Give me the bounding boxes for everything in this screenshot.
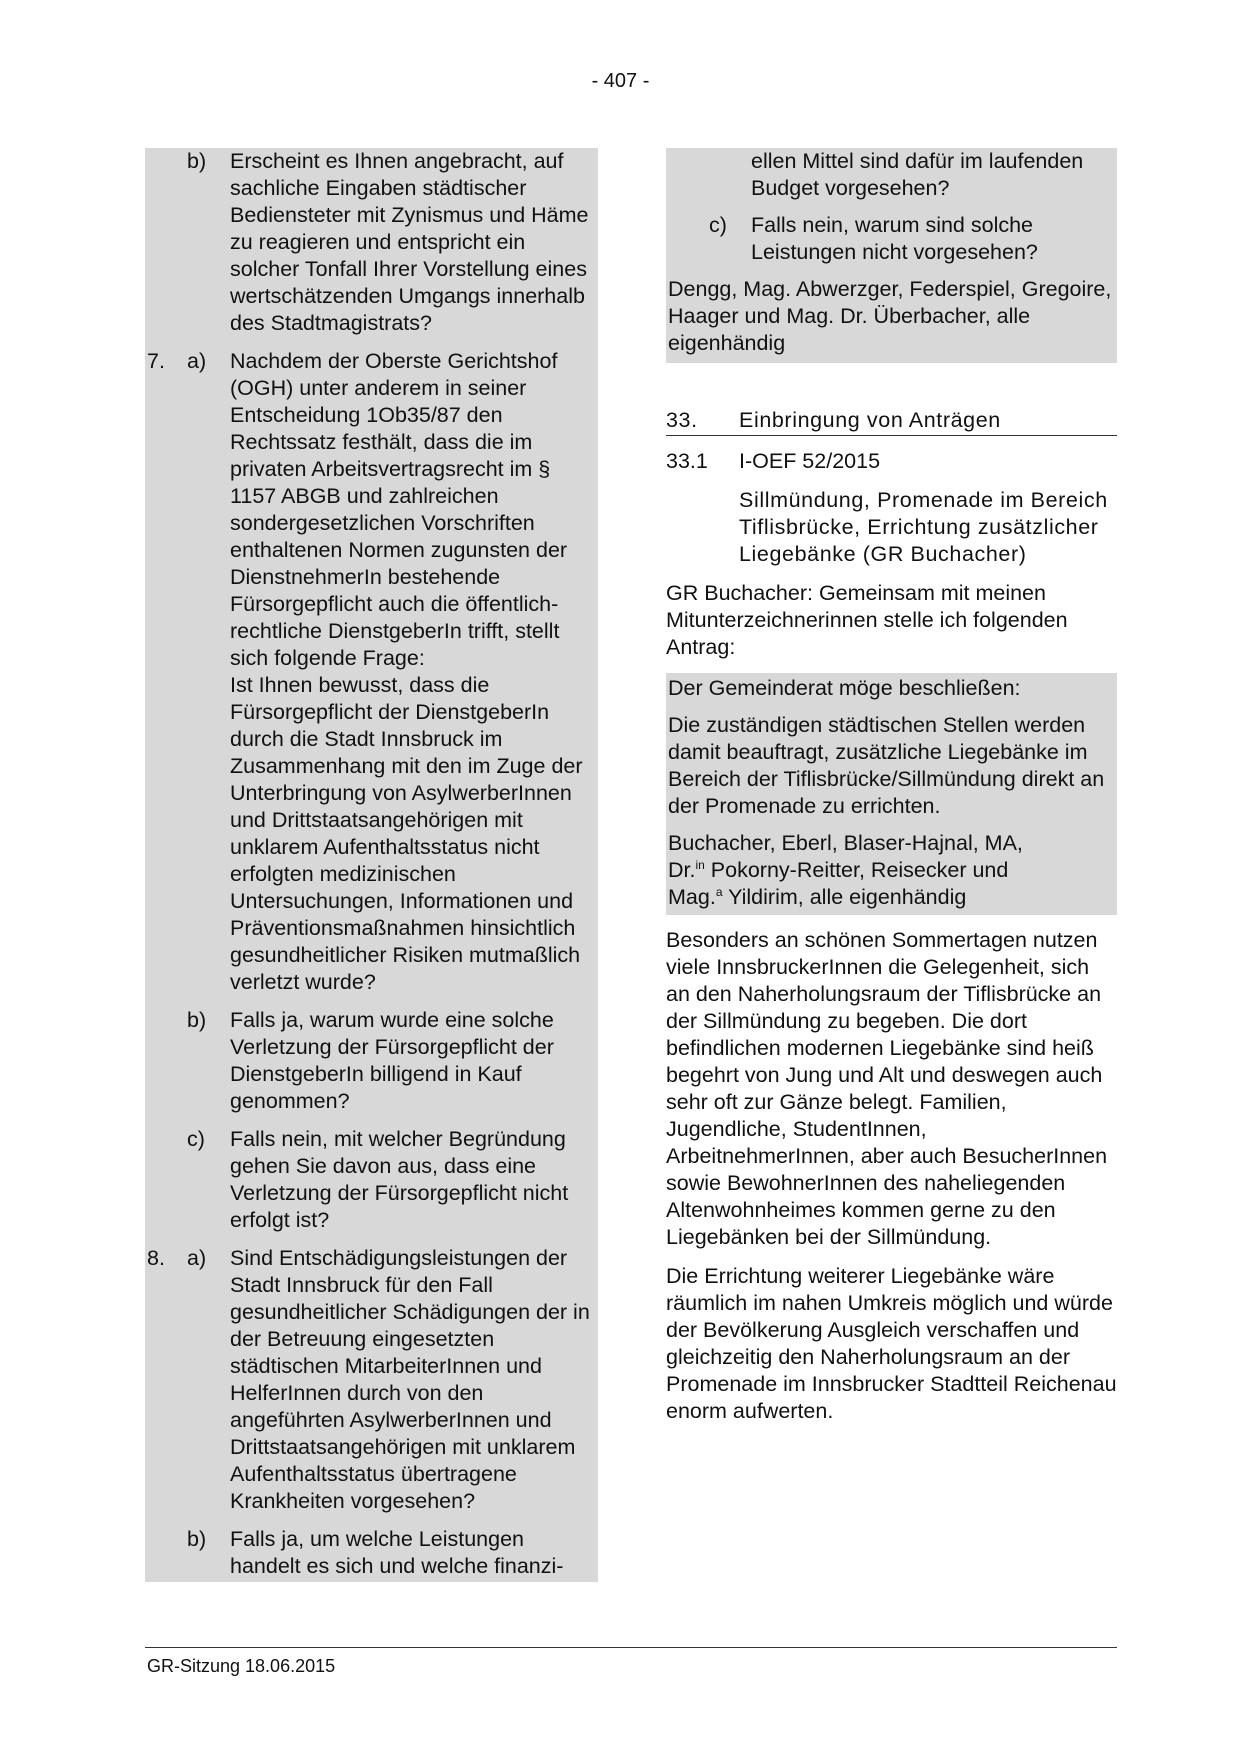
body-paragraph: Besonders an schönen Sommertagen nutzen viele InnsbruckerInnen die Gelegenheit, sich an den Naherholungsraum der Tiflisbrücke an der Sillmündung zu begeben. Die dort befindlichen modernen Liegebänke sind heiß begehrt von Jung und Alt und deswegen auch sehr oft zur Gänze belegt. Familien, Jugendliche, StudentInnen, ArbeitnehmerInnen, aber auch BesucherInnen sowie BewohnerInnen des naheliegenden Altenwohnheimes kommen gerne zu den Liegebänken bei der Sillmündung.: [666, 928, 1108, 1249]
signers-line: [668, 857, 1115, 884]
question-item: [666, 212, 1115, 266]
body-paragraph: Die Errichtung weiterer Liegebänke wäre räumlich im nahen Umkreis möglich und würde der Bevölkerung Ausgleich verschaffen und gleichzeitig den Naherholungsraum an der Promenade im Innsbrucker Stadtteil Reichenau enorm aufwerten.: [666, 1264, 1117, 1423]
question-letter: [666, 148, 751, 202]
question-item: [145, 1526, 598, 1580]
question-letter: a): [187, 1246, 207, 1270]
question-item: [145, 348, 598, 996]
subsection-heading: [666, 448, 1117, 475]
question-item: [145, 1245, 598, 1515]
subsection-code: I-OEF 52/2015: [739, 449, 881, 473]
signers-line: Buchacher, Eberl, Blaser-Hajnal, MA,: [668, 831, 1023, 855]
question-text: Falls ja, warum wurde eine solche Verletzung der Fürsorgepflicht der DienstgeberIn billigend in Kauf genommen?: [230, 1008, 554, 1113]
page-number: - 407 -: [591, 70, 650, 92]
signers-line: [668, 884, 1115, 911]
subsection-title: Sillmündung, Promenade im Bereich Tiflisbrücke, Errichtung zusätzlicher Liegebänke (GR Buchacher): [739, 488, 1108, 566]
question-item: [145, 148, 598, 337]
signer-title-sup: a: [715, 884, 723, 899]
intro-paragraph: GR Buchacher: Gemeinsam mit meinen Mitunterzeichnerinnen stelle ich folgenden Antrag:: [666, 581, 1068, 659]
section-number: 33.: [666, 408, 698, 432]
question-letter: b): [187, 149, 207, 173]
footer-rule: [145, 1647, 1117, 1648]
signer-title-sup: in: [695, 857, 705, 872]
question-text: Erscheint es Ihnen angebracht, auf sachliche Eingaben städtischer Bediensteter mit Zynismus und Häme zu reagieren und entspricht ein solcher Tonfall Ihrer Vorstellung eines wertschätzenden Umgangs innerhalb des Stadtmagistrats?: [230, 149, 589, 335]
motion-body: Die zuständigen städtischen Stellen werden damit beauftragt, zusätzliche Liegebänke im Bereich der Tiflisbrücke/Sillmündung direkt an der Promenade zu errichten.: [668, 713, 1105, 818]
right-column: [666, 148, 1117, 1425]
question-text: Sind Entschädigungsleistungen der Stadt Innsbruck für den Fall gesundheitlicher Schädigungen der in der Betreuung eingesetzten städtischen MitarbeiterInnen und HelferInnen durch von den angeführten AsylwerberInnen und Drittstaatsangehörigen mit unklarem Aufenthaltsstatus übertragene Krankheiten vorgesehen?: [230, 1246, 590, 1513]
signers: Dengg, Mag. Abwerzger, Federspiel, Gregoire, Haager und Mag. Dr. Überbacher, alle eigenhändig: [668, 277, 1112, 355]
question-item: [666, 148, 1115, 202]
question-letter: c): [187, 1127, 205, 1151]
question-list: [145, 148, 598, 1582]
question-text: ellen Mittel sind dafür im laufenden Budget vorgesehen?: [751, 149, 1084, 200]
signer-title: Mag.: [668, 885, 716, 909]
question-letter: a): [187, 349, 207, 373]
motion-signers: [668, 830, 1115, 911]
signer-names: Yildirim, alle eigenhändig: [722, 885, 967, 909]
subsection-number: 33.1: [666, 449, 708, 473]
question-letter: c): [709, 213, 727, 237]
question-item: [145, 1126, 598, 1234]
question-text: Falls nein, mit welcher Begründung gehen Sie davon aus, dass eine Verletzung der Fürsorgepflicht nicht erfolgt ist?: [230, 1127, 569, 1232]
question-item: [145, 1007, 598, 1115]
question-number: 7.: [147, 349, 165, 373]
question-letter: b): [187, 1008, 207, 1032]
left-column: [145, 148, 598, 1582]
signer-names: Pokorny-Reitter, Reisecker und: [704, 858, 1009, 882]
section-title: Einbringung von Anträgen: [739, 408, 1001, 432]
question-text: Nachdem der Oberste Gerichtshof (OGH) unter anderem in seiner Entscheidung 1Ob35/87 den Rechtssatz festhält, dass die im privaten Arbeitsvertragsrecht im § 1157 ABGB und zahlreichen sondergesetzlichen Vorschriften enthaltenen Normen zugunsten der DienstnehmerIn bestehende Fürsorgepflicht auch die öffentlich-rechtliche DienstgeberIn trifft, stellt sich folgende Frage: Ist Ihnen bewusst, dass die Fürsorgepflicht der DienstgeberIn durch die Stadt Innsbruck im Zusammenhang mit den im Zuge der Unterbringung von AsylwerberInnen und Drittstaatsangehörigen mit unklarem Aufenthaltsstatus nicht erfolgten medizinischen Untersuchungen, Informationen und Präventionsmaßnahmen hinsichtlich gesundheitlicher Risiken mutmaßlich verletzt wurde?: [230, 349, 583, 994]
question-text: Falls ja, um welche Leistungen handelt es sich und welche finanzi-: [230, 1527, 564, 1578]
section-heading: [666, 407, 1117, 436]
question-letter: b): [187, 1527, 207, 1551]
footer-text: GR-Sitzung 18.06.2015: [147, 1656, 336, 1676]
question-number: 8.: [147, 1246, 165, 1270]
motion-box: [666, 673, 1117, 915]
signer-title: Dr.: [668, 858, 696, 882]
motion-header: Der Gemeinderat möge beschließen:: [668, 676, 1021, 700]
question-text: Falls nein, warum sind solche Leistungen nicht vorgesehen?: [751, 213, 1038, 264]
question-continuation-block: [666, 148, 1117, 363]
